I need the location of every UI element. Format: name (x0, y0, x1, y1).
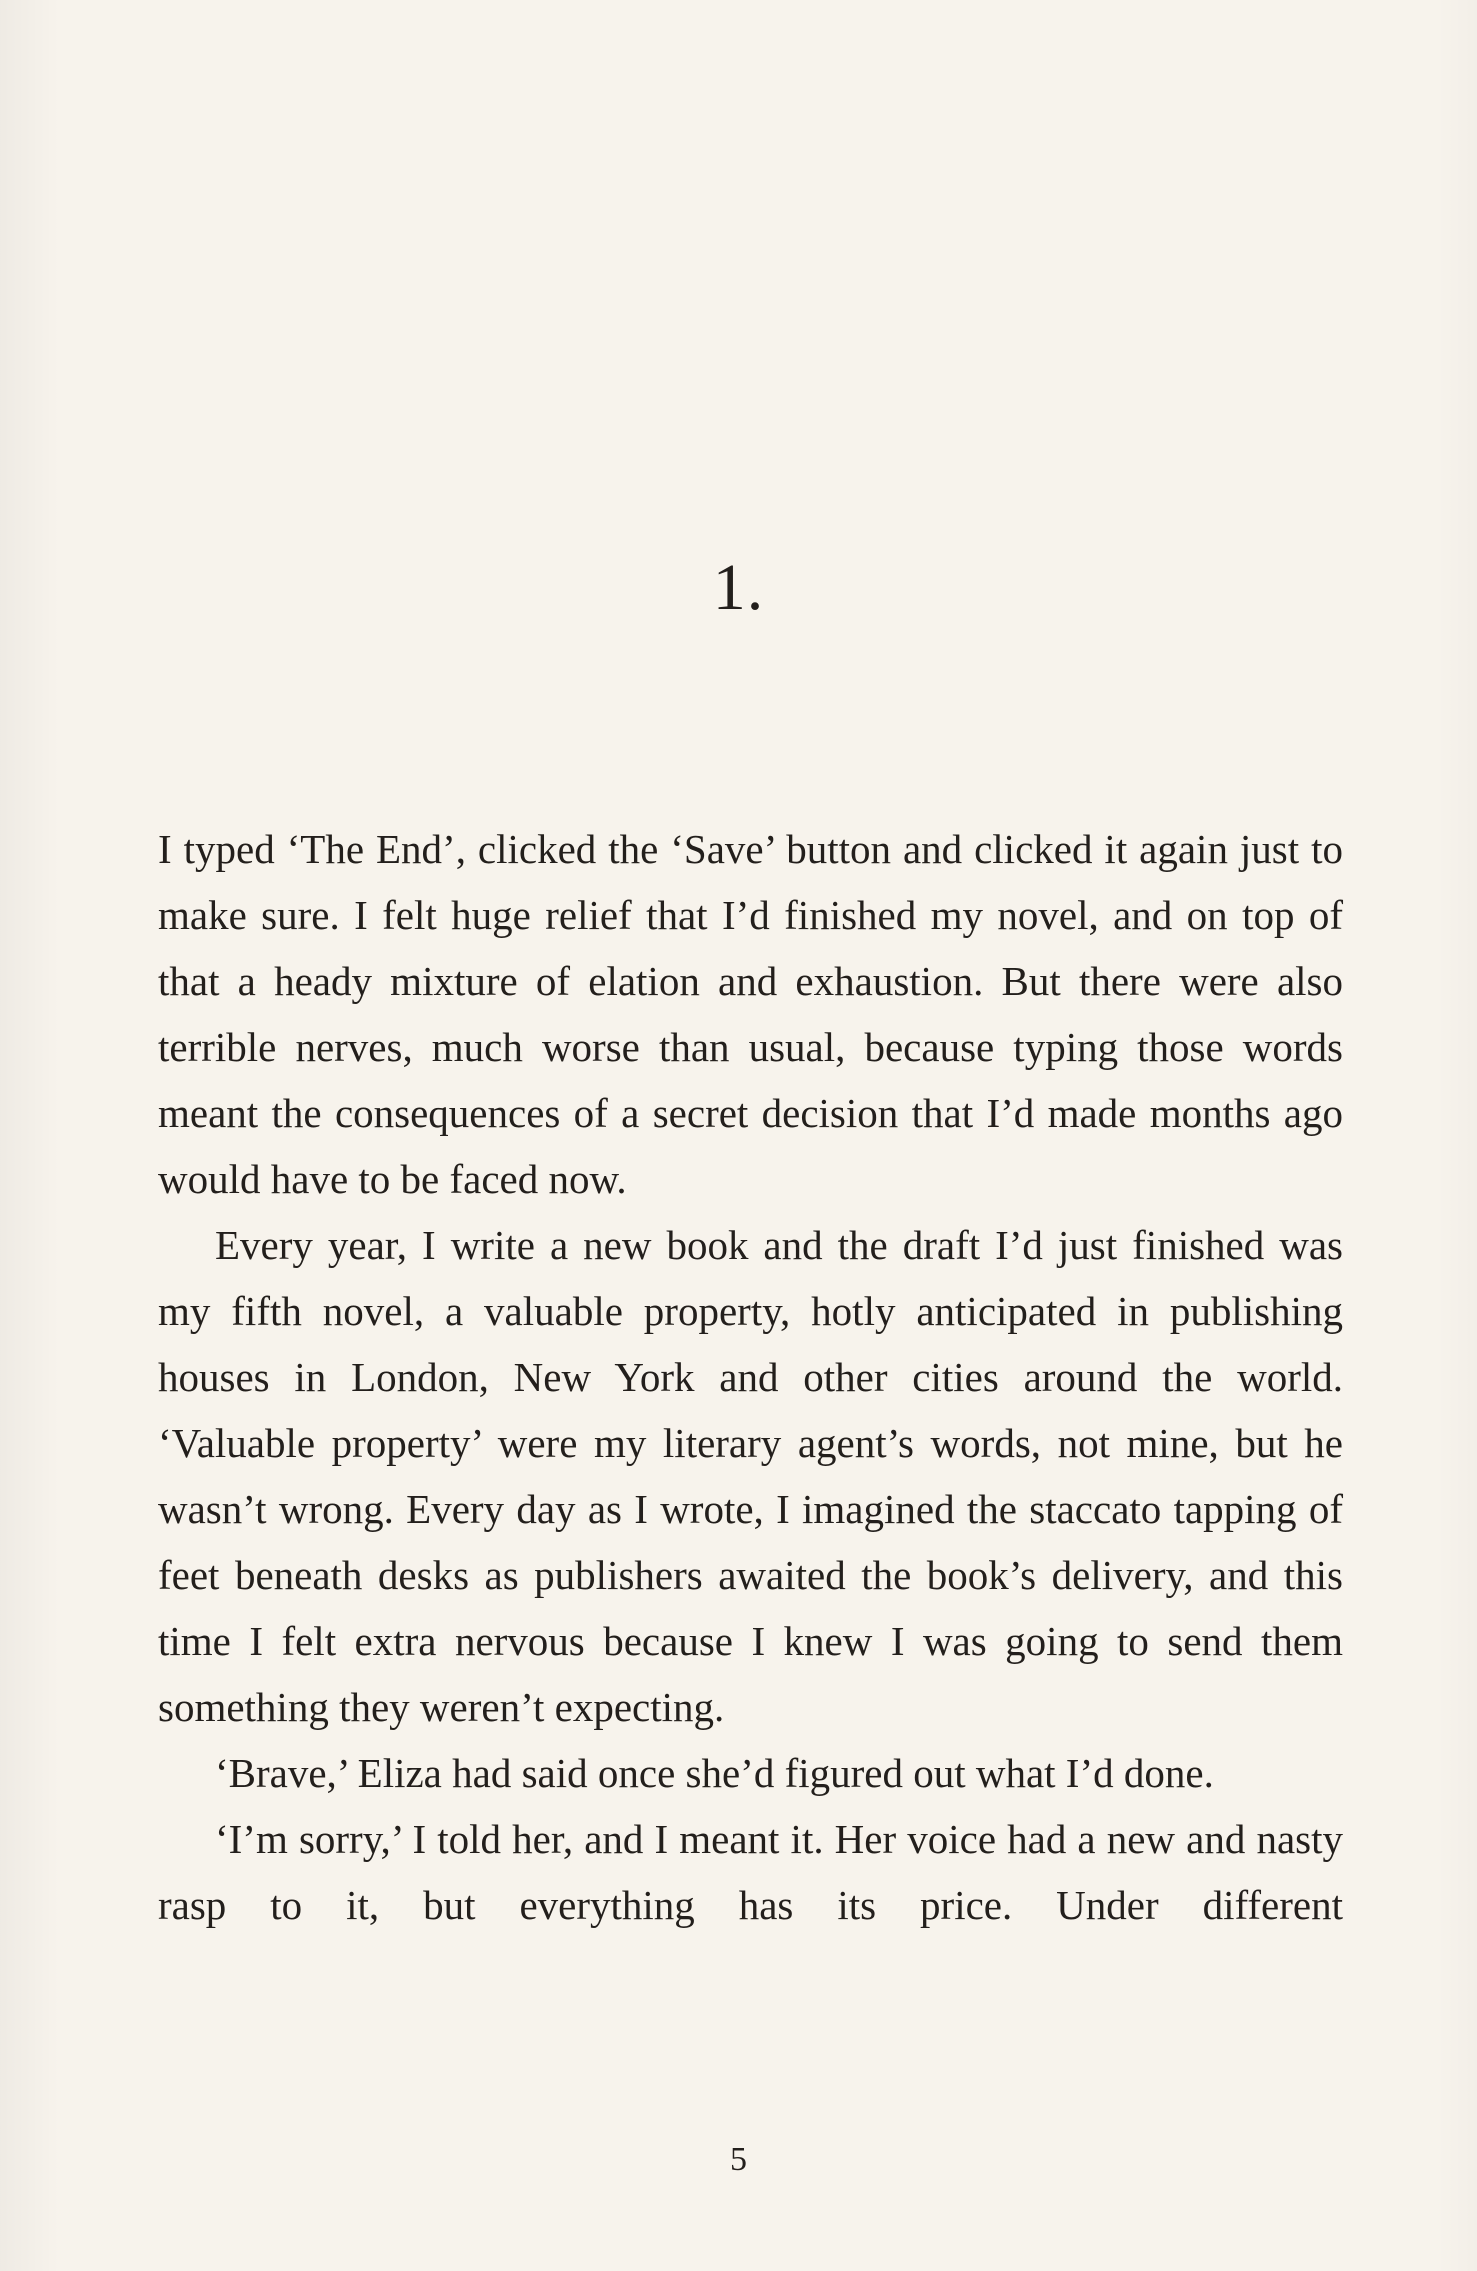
paragraph: Every year, I write a new book and the draft I’d just finished was my fifth novel, a valuable property, hotly anticipated in publishing houses in London, New York and other cities around the world. ‘Valuable property’ were my literary agent’s words, not mine, but he wasn’t wrong. Every day as I wrote, I imagined the staccato tapping of feet beneath desks as publishers awaited the book’s delivery, and this time I felt extra nervous because I knew I was going to send them something they weren’t expecting. (158, 1222, 1343, 1730)
paragraph: ‘Brave,’ Eliza had said once she’d figured out what I’d done. (215, 1750, 1214, 1796)
chapter-number: 1. (712, 551, 765, 624)
paragraph: ‘I’m sorry,’ I told her, and I meant it. Her voice had a new and nasty rasp to it, but everything has its price. Under different (158, 1816, 1343, 1928)
body-text (158, 816, 1343, 1938)
paragraph: I typed ‘The End’, clicked the ‘Save’ button and clicked it again just to make sure. I felt huge relief that I’d finished my novel, and on top of that a heady mixture of elation and exhaustion. But there were also terrible nerves, much worse than usual, because typing those words meant the consequences of a secret decision that I’d made months ago would have to be faced now. (158, 826, 1343, 1202)
page-number: 5 (730, 2141, 747, 2178)
